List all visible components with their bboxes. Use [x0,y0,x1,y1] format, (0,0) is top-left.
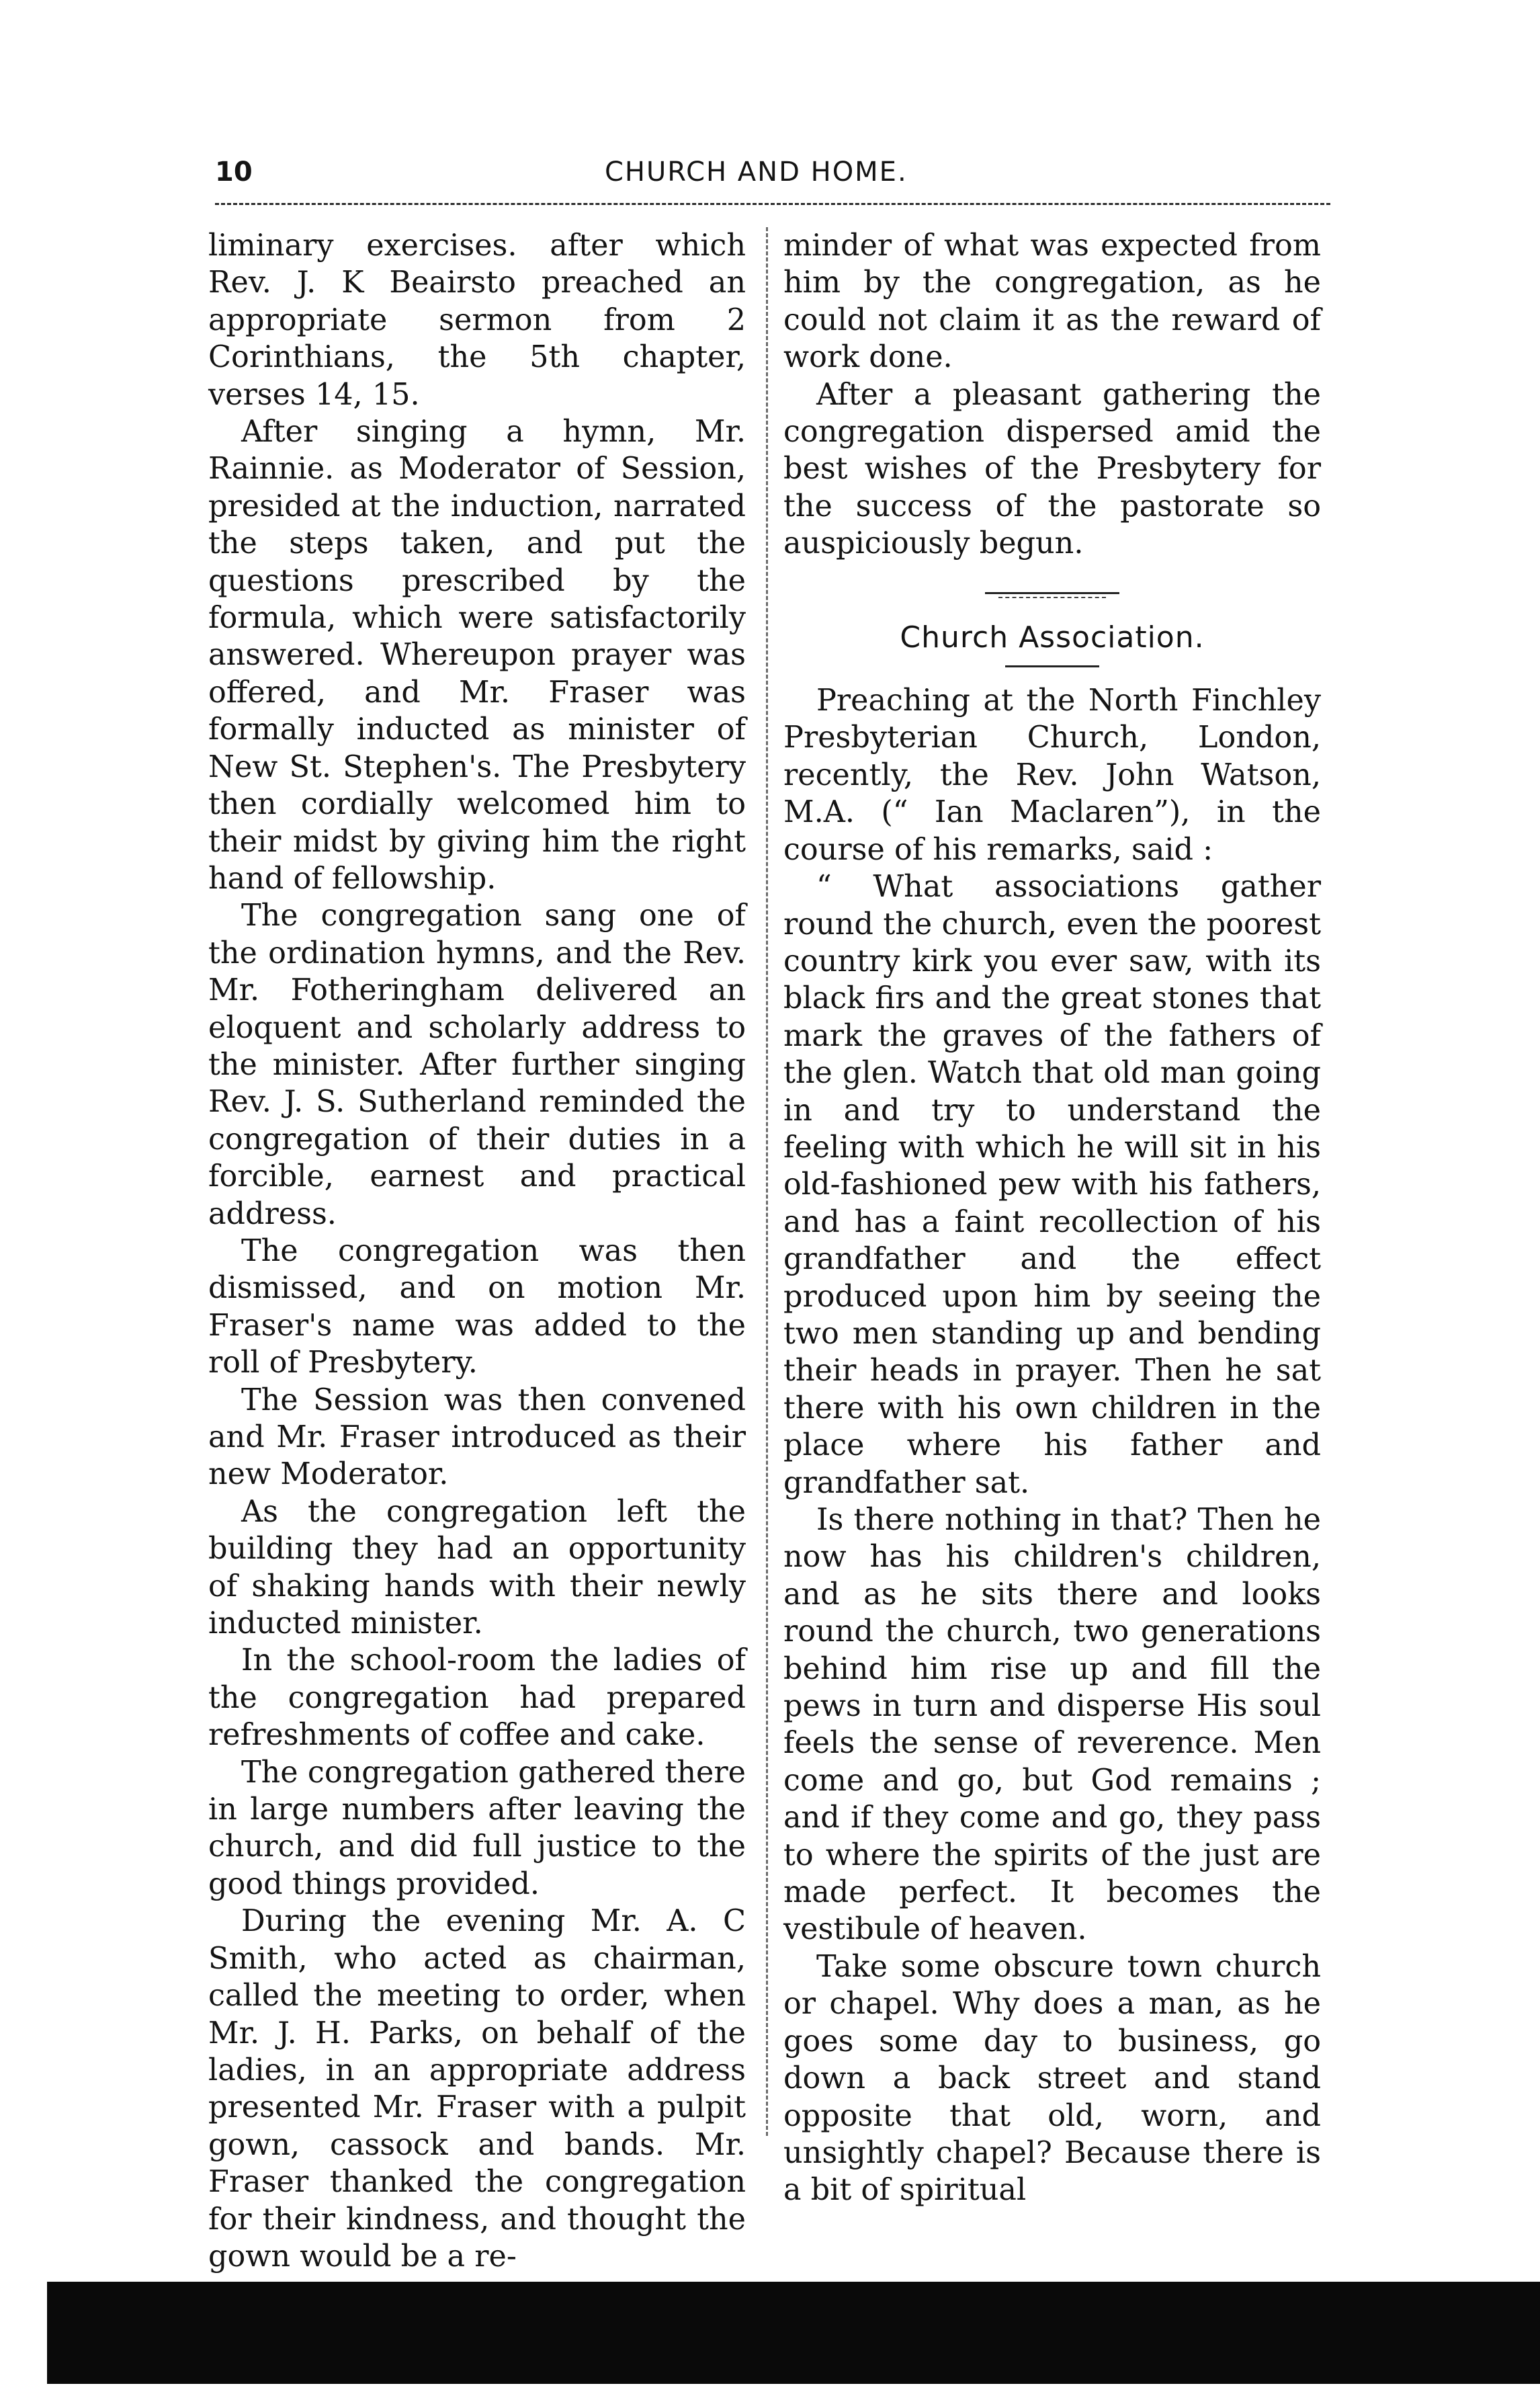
page-header [195,151,1344,198]
left-column [208,227,746,2275]
header-rule [215,203,1330,205]
section-title: Church Association. [900,620,1205,655]
column-separator [766,227,768,2136]
paragraph: minder of what was expected from him by the congregation, as he could not claim it as the reward of work done. [783,229,1321,375]
scan-edge-bar [47,2282,1540,2384]
running-head: CHURCH AND HOME. [605,157,908,188]
paragraph: Preaching at the North Finchley Presbyterian Church, London, recently, the Rev. John Watson, M.A. (“ Ian Maclaren”), in the course of his remarks, said : [783,684,1321,867]
paragraph: The congregation sang one of the ordination hymns, and the Rev. Mr. Fotheringham delivered an eloquent and scholarly address to the minister. After further singing Rev. J. S. Sutherland reminded the congregation of their duties in a forcible, earnest and practical address. [208,899,746,1231]
paragraph: As the congregation left the building they had an opportunity of shaking hands with their newly inducted minister. [208,1494,746,1641]
paragraph: After a pleasant gathering the congregation dispersed amid the best wishes of the Presbytery for the success of the pastorate so auspiciously begun. [783,377,1321,561]
paragraph: After singing a hymn, Mr. Rainnie. as Moderator of Session, presided at the induction, narrated the steps taken, and put the questions prescribed by the formula, which were satisfactorily answered. Whereupon prayer was offered, and Mr. Fraser was formally inducted as minister of New St. Stephen's. The Presbytery then cordially welcomed him to their midst by giving him the right hand of fellowship. [208,415,746,896]
paragraph: liminary exercises. after which Rev. J. K Beairsto preached an appropriate sermon from 2 Corinthians, the 5th chapter, verses 14, 15. [208,229,746,412]
paragraph: The congregation was then dismissed, and on motion Mr. Fraser's name was added to the roll of Presbytery. [208,1233,746,1380]
paragraph: During the evening Mr. A. C Smith, who acted as chairman, called the meeting to order, when Mr. J. H. Parks, on behalf of the ladies, in an appropriate address presented Mr. Fraser with a pulpit gown, cassock and bands. Mr. Fraser thanked the congregation for their kindness, and thought the gown would be a re- [208,1904,746,2274]
paragraph: Take some obscure town church or chapel. Why does a man, as he goes some day to business, go down a back street and stand opposite that old, worn, and unsightly chapel? Because there is a bit of spiritual [783,1949,1321,2208]
paragraph: In the school-room the ladies of the congregation had prepared refreshments of coffee and cake. [208,1643,746,1753]
paragraph: Is there nothing in that? Then he now has his children's children, and as he sits there and looks round the church, two generations behind him rise up and fill the pews in turn and disperse His soul feels the sense of reverence. Men come and go, but God remains ; and if they come and go, they pass to where the spirits of the just are made perfect. It becomes the vestibule of heaven. [783,1503,1321,1947]
right-column [783,227,1321,2209]
page-number: 10 [215,157,253,188]
section-divider-ornament [985,591,1119,599]
paragraph: The Session was then convened and Mr. Fraser introduced as their new Moderator. [208,1382,746,1492]
title-rule [1005,665,1099,667]
paragraph: “ What associations gather round the church, even the poorest country kirk you ever saw, with its black firs and the great stones that mark the graves of the fathers of the glen. Watch that old man going in and try to understand the feeling with which he will sit in his old-fashioned pew with his fathers, and has a faint recollection of his grandfather and the effect produced upon him by seeing the two men standing up and bending their heads in prayer. Then he sat there with his own children in the place where his father and grandfather sat. [783,870,1321,1500]
paragraph: The congregation gathered there in large numbers after leaving the church, and did full justice to the good things provided. [208,1755,746,1901]
